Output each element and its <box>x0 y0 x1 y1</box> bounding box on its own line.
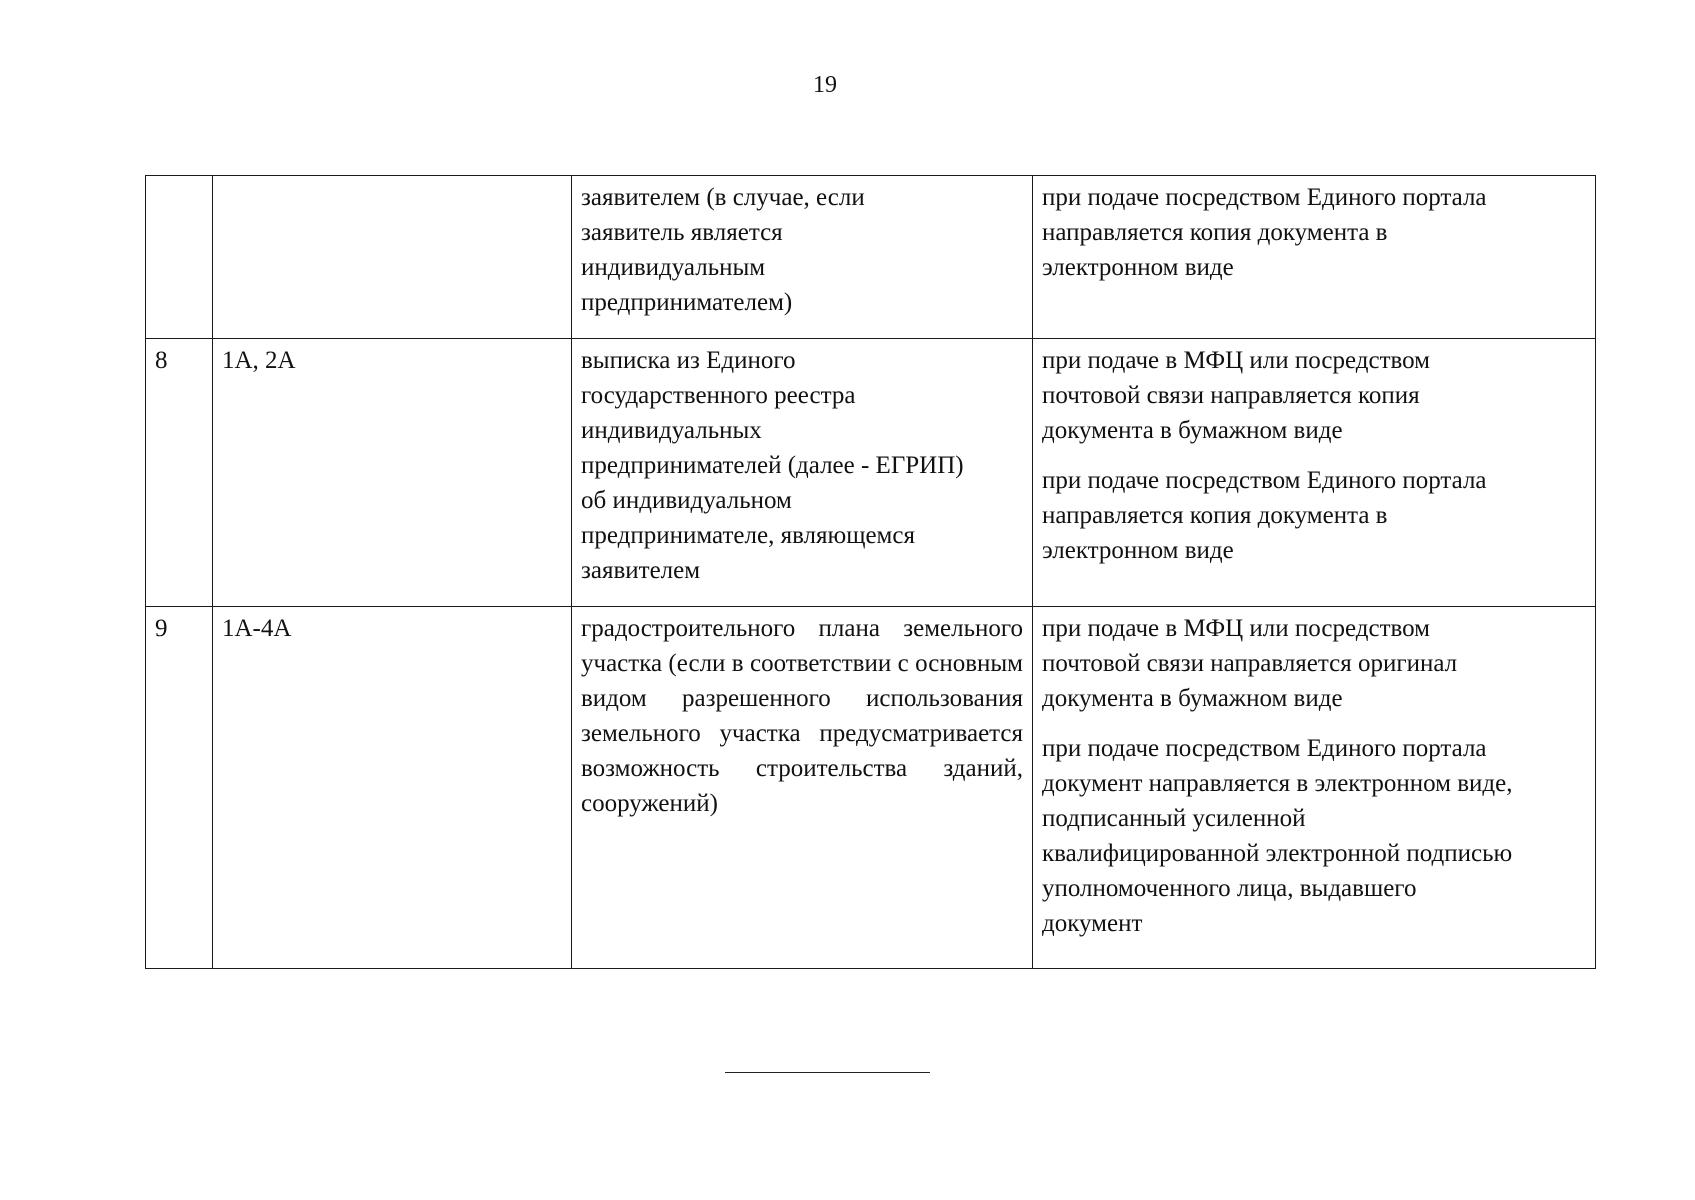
table-row <box>146 176 1596 339</box>
end-rule <box>725 1072 930 1073</box>
submission-line: документ направляется в электронном виде, <box>1042 770 1513 797</box>
document-line: заявителем (в случае, если <box>581 184 865 211</box>
submission-cell <box>1033 607 1596 969</box>
submission-line: документа в бумажном виде <box>1042 417 1343 444</box>
row-number-cell: 9 <box>146 607 213 969</box>
documents-table <box>145 175 1596 969</box>
submission-paragraph <box>1042 180 1586 285</box>
submission-line: подписанный усиленной <box>1042 805 1306 832</box>
document-cell <box>572 176 1033 339</box>
document-line: заявителем <box>581 557 701 584</box>
document-line: индивидуальным <box>581 254 766 281</box>
table-row <box>146 339 1596 607</box>
submission-line: документ <box>1042 910 1143 937</box>
submission-cell <box>1033 176 1596 339</box>
document-line: заявитель является <box>581 219 783 246</box>
submission-line: почтовой связи направляется копия <box>1042 382 1420 409</box>
document-line: предпринимателе, являющемся <box>581 522 915 549</box>
codes-cell <box>213 176 572 339</box>
codes-cell: 1А, 2А <box>213 339 572 607</box>
submission-line: при подаче посредством Единого портала <box>1042 467 1487 494</box>
document-line: предпринимателей (далее - ЕГРИП) <box>581 452 964 479</box>
submission-line: уполномоченного лица, выдавшего <box>1042 875 1417 902</box>
document-text: градостроительного плана земельного участка (если в соответствии с основным видом разрешенного использования земельного участка предусматривается возможность строительства зданий, сооружений) <box>581 615 1023 817</box>
document-cell <box>572 607 1033 969</box>
document-line: выписка из Единого <box>581 347 796 374</box>
submission-paragraph <box>1042 731 1586 941</box>
submission-paragraph <box>1042 463 1586 568</box>
document-cell <box>572 339 1033 607</box>
codes-cell: 1А-4А <box>213 607 572 969</box>
document-line: предпринимателем) <box>581 289 793 316</box>
submission-line: направляется копия документа в <box>1042 219 1388 246</box>
document-line: государственного реестра <box>581 382 856 409</box>
submission-line: документа в бумажном виде <box>1042 685 1343 712</box>
page-number: 19 <box>813 72 837 98</box>
submission-line: при подаче посредством Единого портала <box>1042 735 1487 762</box>
submission-paragraph <box>1042 611 1586 716</box>
document-line: об индивидуальном <box>581 487 792 514</box>
submission-line: квалифицированной электронной подписью <box>1042 840 1513 867</box>
submission-cell <box>1033 339 1596 607</box>
submission-line: почтовой связи направляется оригинал <box>1042 650 1458 677</box>
submission-line: при подаче посредством Единого портала <box>1042 184 1487 211</box>
table-row <box>146 607 1596 969</box>
submission-line: направляется копия документа в <box>1042 502 1388 529</box>
submission-line: при подаче в МФЦ или посредством <box>1042 347 1430 374</box>
submission-line: при подаче в МФЦ или посредством <box>1042 615 1430 642</box>
submission-line: электронном виде <box>1042 254 1234 281</box>
row-number-cell: 8 <box>146 339 213 607</box>
document-line: индивидуальных <box>581 417 762 444</box>
row-number-cell <box>146 176 213 339</box>
submission-line: электронном виде <box>1042 537 1234 564</box>
submission-paragraph <box>1042 343 1586 448</box>
